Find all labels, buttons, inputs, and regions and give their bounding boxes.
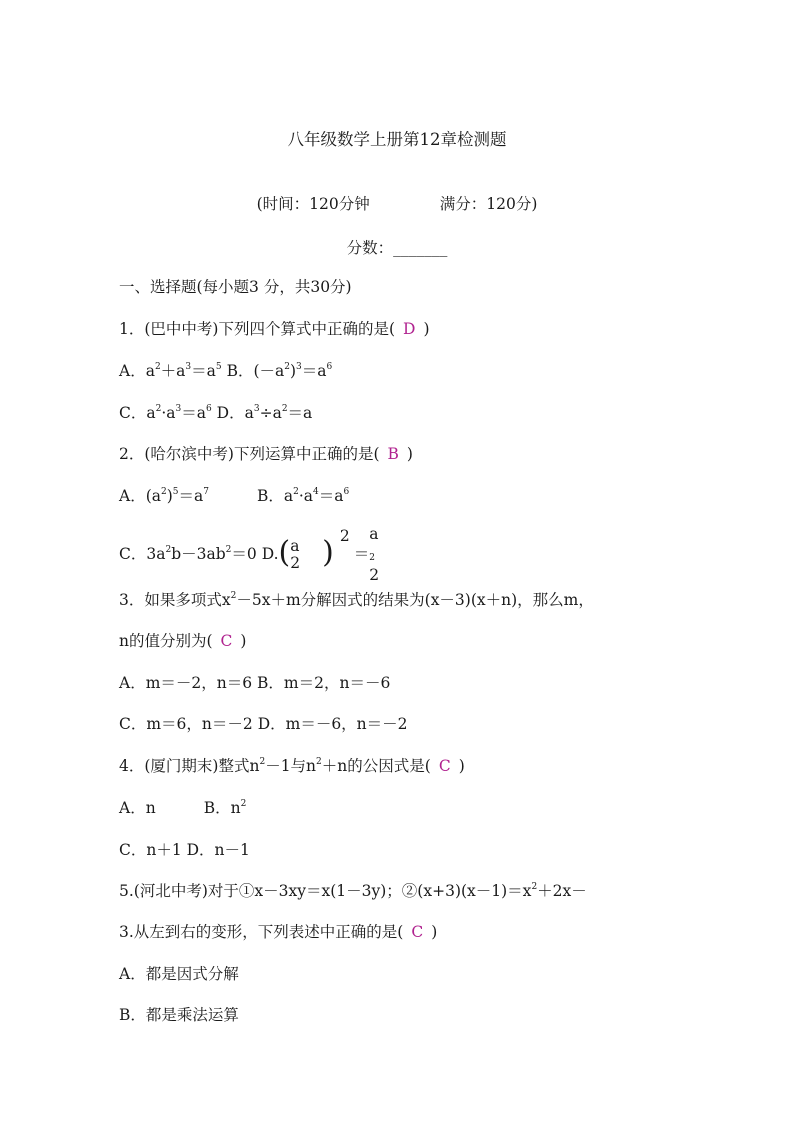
answer-2: B <box>387 445 399 463</box>
question-3-line-2: n的值分别为( C ) <box>119 632 247 650</box>
full-score: 满分：120分) <box>439 195 538 213</box>
question-4-options-ab: A．n B．$n^2$ <box>119 798 247 817</box>
question-4: 4．(厦门期末)整式$n^2-1$与$n^2+n$的公因式是( C ) <box>119 756 465 775</box>
question-3-options-ab: A．m＝－2，n＝6 B．m＝2，n＝－6 <box>119 674 391 692</box>
page-title: 八年级数学上册第12章检测题 <box>287 130 507 149</box>
left-paren: ( <box>278 535 291 571</box>
question-5-option-a: A．都是因式分解 <box>119 965 239 983</box>
question-1: 1．(巴中中考)下列四个算式中正确的是( D ) <box>119 320 430 338</box>
question-5-line-1: 5.(河北中考)对于①x－3xy＝x(1－3y)；$②(x+3)(x-1)=x^2+2x-$ <box>119 881 587 900</box>
question-2-options-ab: A．$(a^2)^5=a^7$ B．$a^2\cdot a^4=a^6$ <box>119 486 350 505</box>
exam-info <box>0 194 794 214</box>
answer-4: C <box>438 757 451 775</box>
question-2-options-cd: C．$3a^2b-3ab^2=0$ D.( a 2 ) 2＝ a $_2$ 2 <box>119 525 380 585</box>
section-heading: 一、选择题(每小题3 分，共30分) <box>119 278 352 296</box>
question-2: 2．(哈尔滨中考)下列运算中正确的是( B ) <box>119 445 413 463</box>
fraction-a-over-2: a 2 <box>290 537 301 573</box>
question-4-options-cd: C．n＋1 D．n－1 <box>119 841 250 859</box>
question-5-line-2: 3.从左到右的变形，下列表述中正确的是( C ) <box>119 923 438 941</box>
answer-5: C <box>411 923 424 941</box>
answer-3: C <box>220 632 233 650</box>
question-3-options-cd: C．m＝6，n＝－2 D．m＝－6，n＝－2 <box>119 715 408 733</box>
fraction-a-squared-over-2: a $_2$ 2 <box>369 525 380 585</box>
time-limit: (时间：120分钟 <box>256 195 370 213</box>
answer-1: D <box>403 320 416 338</box>
right-paren: ) <box>322 535 334 571</box>
question-1-options-ab: A．$a^2+a^3=a^5$ B．$(-a^2)^3=a^6$ <box>119 361 333 380</box>
question-1-options-cd: C．$a^2\cdot a^3=a^6$ D．$a^3\div a^2=a$ <box>119 403 313 422</box>
score-field: 分数：_______ <box>346 239 448 257</box>
question-5-option-b: B．都是乘法运算 <box>119 1006 239 1024</box>
question-3-line-1: 3．如果多项式$x^2-5x+m$分解因式的结果为(x－3)(x＋n)，那么m， <box>119 590 594 609</box>
